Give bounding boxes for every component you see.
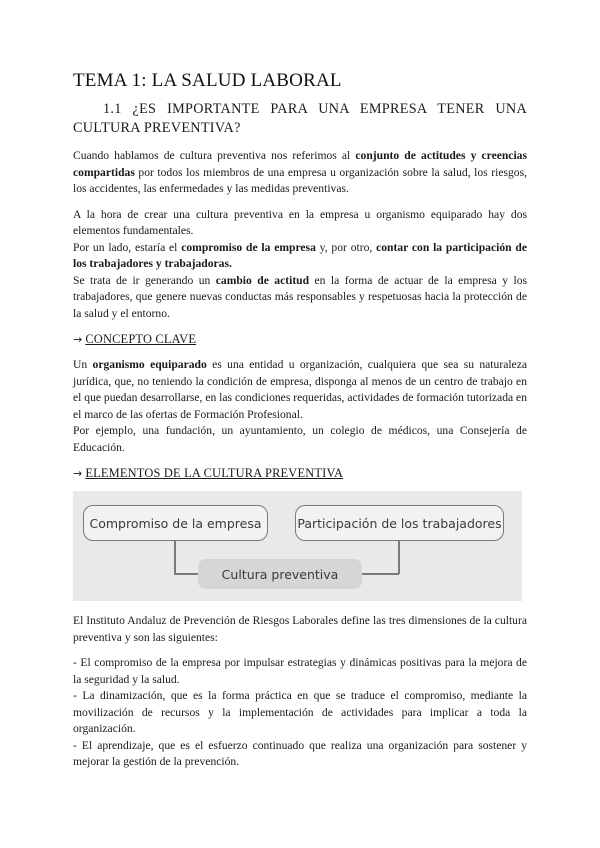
page-title: TEMA 1: LA SALUD LABORAL <box>73 70 342 91</box>
diagram-box-cultura: Cultura preventiva <box>198 559 362 589</box>
bold-text: conjunto de actitudes y creencias compartidas <box>73 149 527 179</box>
text: y, por otro, <box>315 240 377 254</box>
section-heading: 1.1 ¿ES IMPORTANTE PARA UNA EMPRESA TENER UNA CULTURA PREVENTIVA? <box>73 101 527 136</box>
text: es una entidad u organización, cualquiera que sea su naturaleza jurídica, que, no teniendo la condición de empresa, disponga al menos de un centro de trabajo en el que puedan desarrollarse, en las condiciones requeridas, actividades de formación tutorizada en el marco de las ofertas de Formación Profesional. <box>73 358 527 421</box>
text: Se trata de ir generando un <box>73 273 216 287</box>
diagram-box-participacion: Participación de los trabajadores <box>295 505 504 541</box>
paragraph-cultura-preventiva <box>73 148 527 198</box>
connector-line <box>174 573 198 575</box>
document-page <box>73 70 527 771</box>
paragraph-elementos: A la hora de crear una cultura preventiva en la empresa u organismo equiparado hay dos elementos fundamentales. <box>73 207 527 237</box>
text: Un <box>73 358 93 371</box>
text: por todos los miembros de una empresa u organización sobre la salud, los riesgos, los accidentes, las enfermedades y las medidas preventivas. <box>73 165 527 195</box>
bold-text: cambio de actitud <box>215 273 310 287</box>
section-label: ELEMENTOS DE LA CULTURA PREVENTIVA <box>85 466 344 480</box>
section-label: CONCEPTO CLAVE <box>85 332 197 346</box>
text: en la forma de actuar de la empresa y los trabajadores, que genere nuevas conductas más responsables y respetuosas hacia la protección de la salud y el entorno. <box>73 273 528 320</box>
paragraph-compromiso <box>73 240 527 273</box>
paragraph-instituto: El Instituto Andaluz de Prevención de Riesgos Laborales define las tres dimensiones de la cultura preventiva y son las siguientes: <box>73 614 527 644</box>
dimensions-list <box>73 655 527 771</box>
text: Cuando hablamos de cultura preventiva nos referimos al <box>73 149 356 162</box>
bold-text: contar con la participación de los trabajadores y trabajadoras. <box>73 240 527 270</box>
bold-text: compromiso de la empresa <box>181 240 316 254</box>
list-item: - El aprendizaje, que es el esfuerzo continuado que realiza una organización para sostener y mejorar la gestión de la prevención. <box>73 738 527 768</box>
connector-line <box>174 540 176 574</box>
paragraph-organismo-equiparado <box>73 357 527 423</box>
arrow-icon: → <box>73 333 83 346</box>
arrow-icon: → <box>73 467 83 480</box>
list-item: - El compromiso de la empresa por impulsar estrategias y dinámicas positivas para la mejora de la seguridad y la salud. <box>73 656 527 686</box>
connector-line <box>362 573 399 575</box>
text: Por un lado, estaría el <box>73 240 182 254</box>
section-concepto-clave <box>73 332 527 347</box>
list-item: - La dinamización, que es la forma práctica en que se traduce el compromiso, mediante la movilización de recursos y la implementación de actividades para implicar a toda la organización. <box>73 689 527 735</box>
paragraph-ejemplo: Por ejemplo, una fundación, un ayuntamiento, un colegio de médicos, una Consejería de Educación. <box>73 424 527 454</box>
cultura-preventiva-diagram <box>73 491 522 601</box>
section-elementos <box>73 466 527 481</box>
diagram-box-compromiso: Compromiso de la empresa <box>83 505 268 541</box>
bold-text: organismo equiparado <box>92 358 207 371</box>
connector-line <box>398 540 400 574</box>
paragraph-cambio-actitud <box>73 273 527 323</box>
